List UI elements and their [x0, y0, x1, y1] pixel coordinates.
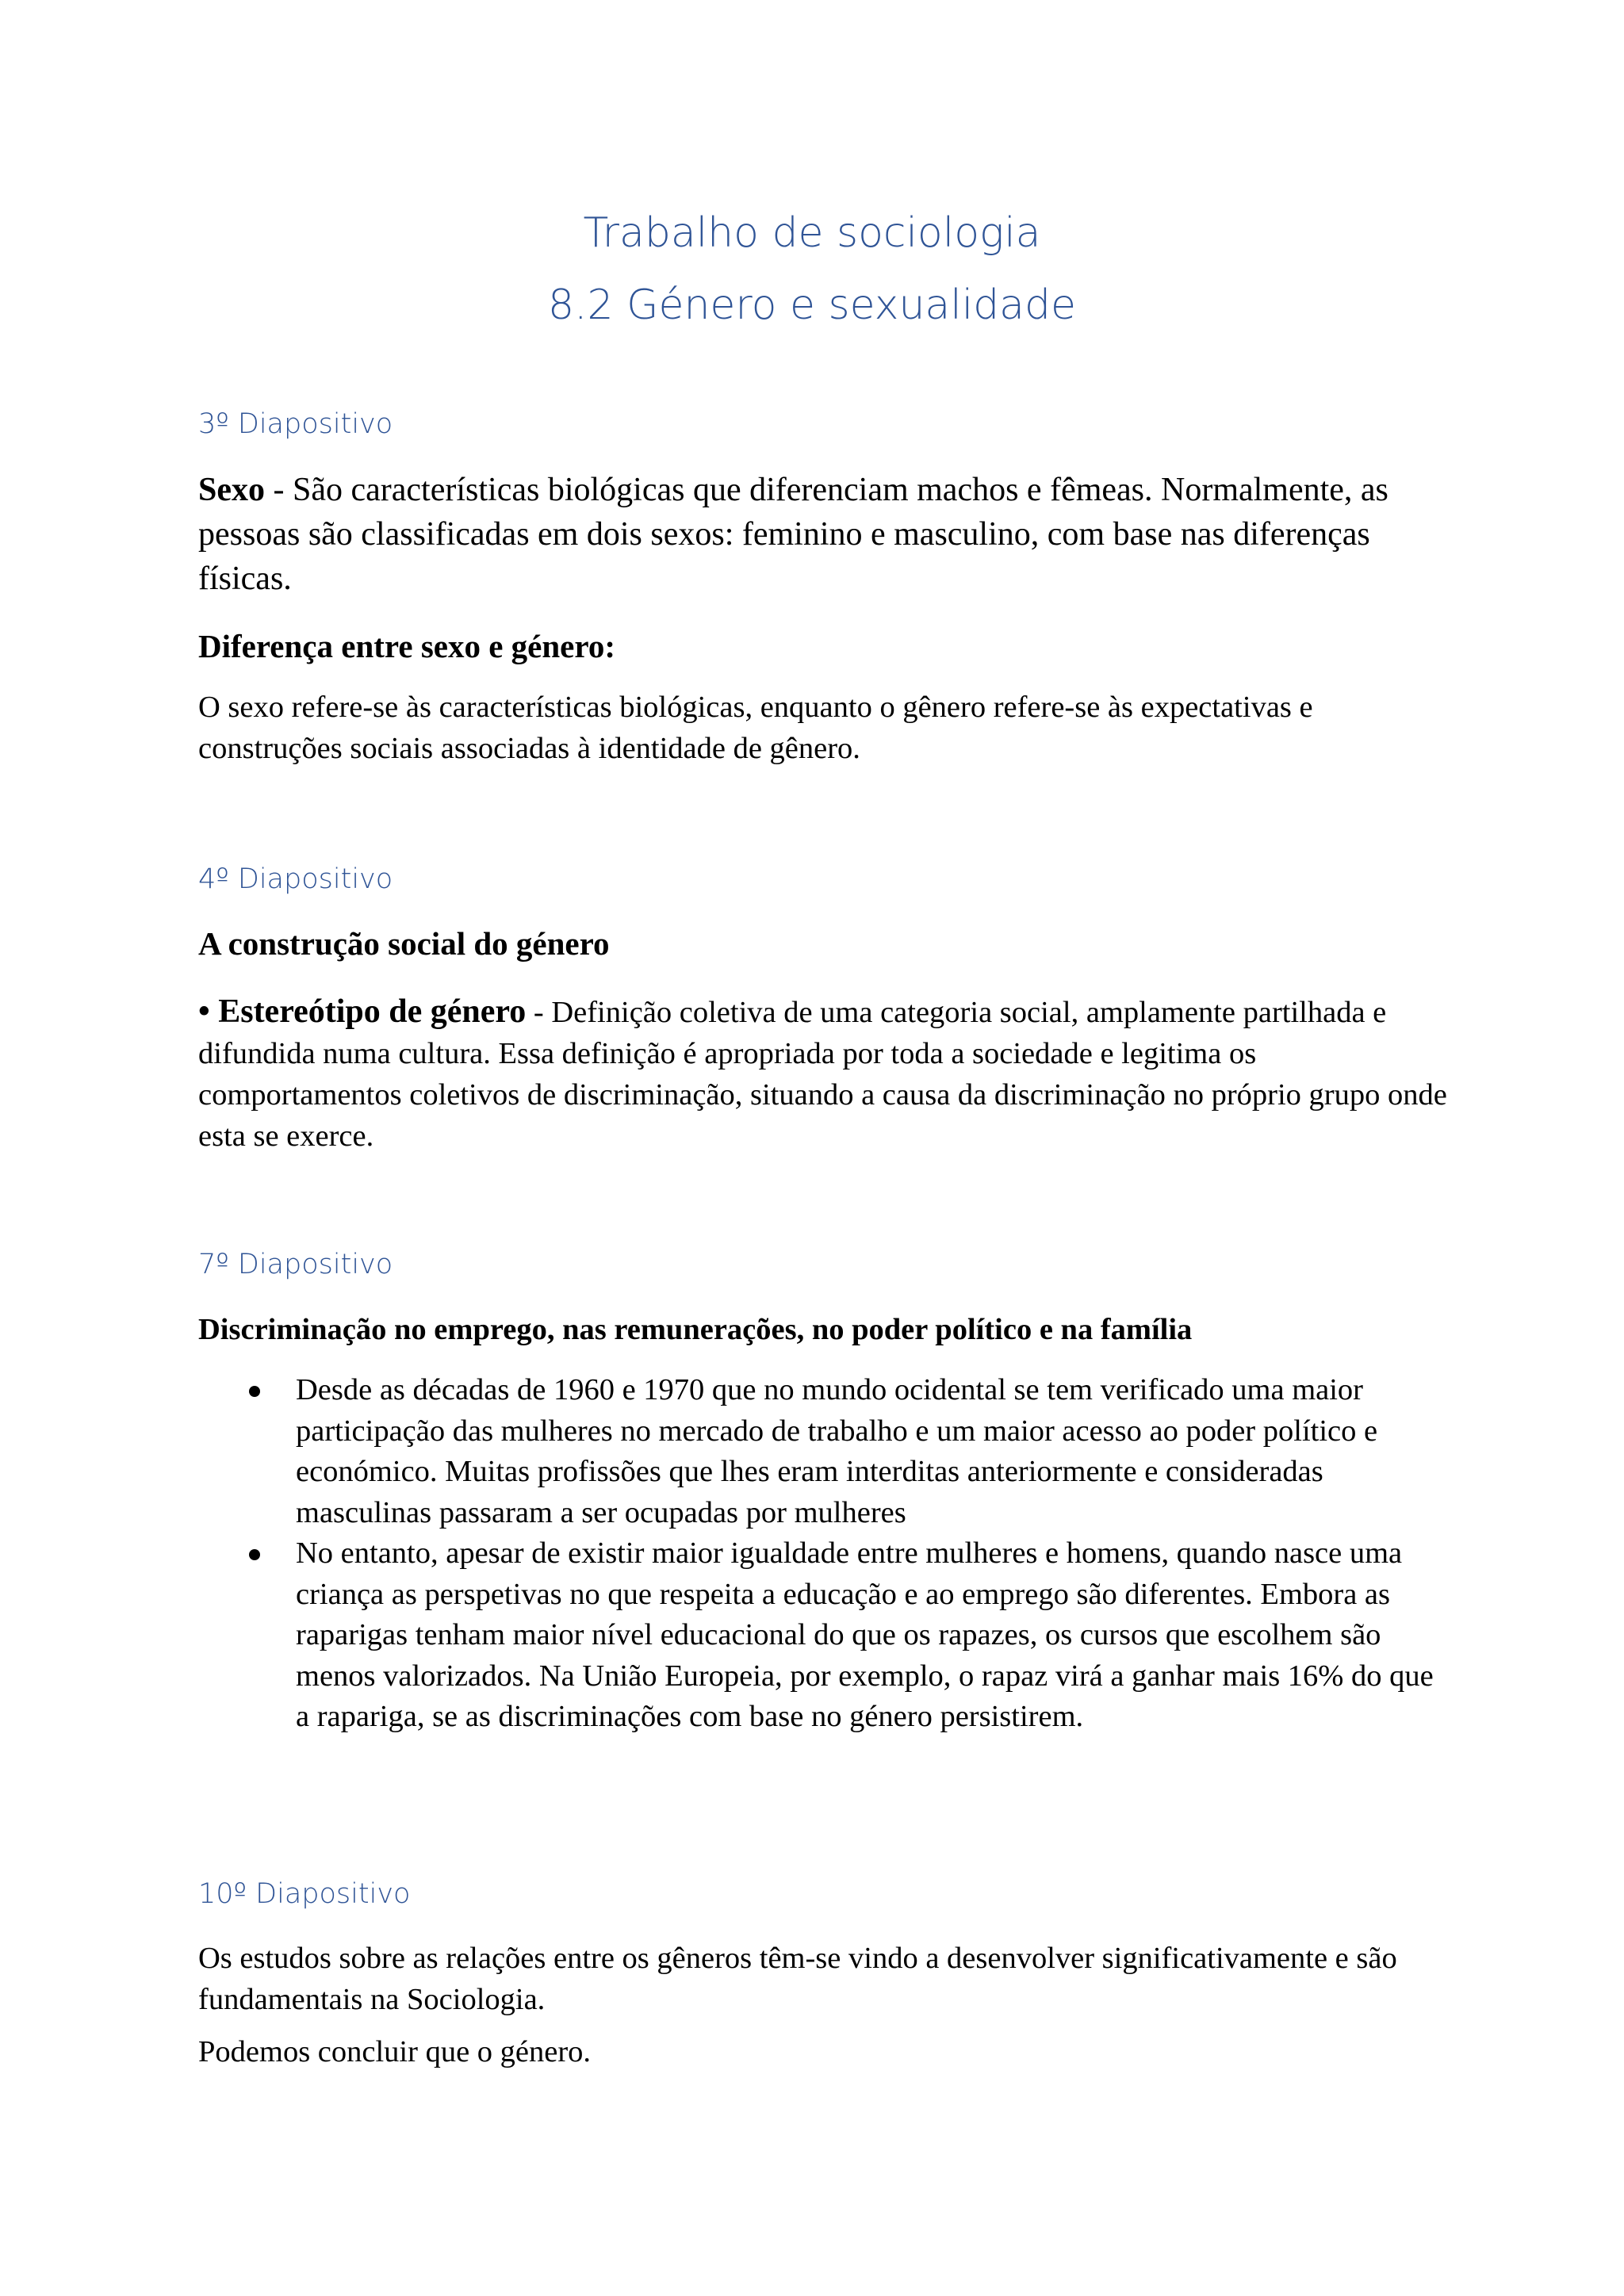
slide-label-10: 10º Diapositivo: [198, 1878, 411, 1910]
stereotype-term: • Estereótipo de género: [198, 993, 527, 1030]
bullet-dot-icon: [249, 1549, 260, 1560]
stereotype-text: - Definição coletiva de uma categoria social, amplamente partilhada e difundida numa cultura. Essa definição é apropriada por toda a sociedade e legitima os comportamentos coletivos de discriminação, situando a causa da discriminação no próprio grupo onde esta se exerce.: [198, 996, 1447, 1153]
slide-label-7: 7º Diapositivo: [198, 1249, 393, 1280]
slide-label-3: 3º Diapositivo: [198, 408, 393, 440]
difference-paragraph: O sexo refere-se às características biológicas, enquanto o gênero refere-se às expectativas e construções sociais associadas à identidade de gênero.: [198, 691, 1313, 765]
bullet-text: Desde as décadas de 1960 e 1970 que no mundo ocidental se tem verificado uma maior participação das mulheres no mercado de trabalho e um maior acesso ao poder político e económico. Muitas profissões que lhes eram interditas anteriormente e consideradas masculinas passaram a ser ocupadas por mulheres: [296, 1373, 1378, 1529]
sexo-text: - São características biológicas que diferenciam machos e fêmeas. Normalmente, as pessoas são classificadas em dois sexos: feminino e masculino, com base nas diferenças físicas.: [198, 472, 1388, 597]
social-construction-heading: A construção social do género: [198, 925, 610, 962]
sexo-definition: [198, 468, 1435, 601]
difference-heading: Diferença entre sexo e género:: [198, 628, 615, 664]
conclusion-paragraph: Os estudos sobre as relações entre os gêneros têm-se vindo a desenvolver significativamente e são fundamentais na Sociologia.: [198, 1942, 1397, 2016]
conclusion-sentence: Podemos concluir que o género.: [198, 2035, 592, 2068]
list-item: [198, 1533, 1443, 1738]
slide-label-4: 4º Diapositivo: [198, 863, 393, 895]
document-subtitle: 8.2 Género e sexualidade: [547, 281, 1077, 329]
bullet-text: No entanto, apesar de existir maior igualdade entre mulheres e homens, quando nasce uma criança as perspetivas no que respeita a educação e ao emprego são diferentes. Embora as raparigas tenham maior nível educacional do que os rapazes, os cursos que escolhem são menos valorizados. Na União Europeia, por exemplo, o rapaz virá a ganhar mais 16% do que a rapariga, se as discriminações com base no género persistirem.: [296, 1536, 1434, 1733]
discrimination-bullet-list: [198, 1370, 1443, 1738]
list-item: [198, 1370, 1443, 1533]
stereotype-definition: [198, 991, 1451, 1157]
sexo-term: Sexo: [198, 472, 265, 508]
bullet-dot-icon: [249, 1386, 260, 1397]
discrimination-heading: Discriminação no emprego, nas remunerações, no poder político e na família: [198, 1313, 1193, 1346]
document-title: Trabalho de sociologia: [583, 209, 1041, 257]
